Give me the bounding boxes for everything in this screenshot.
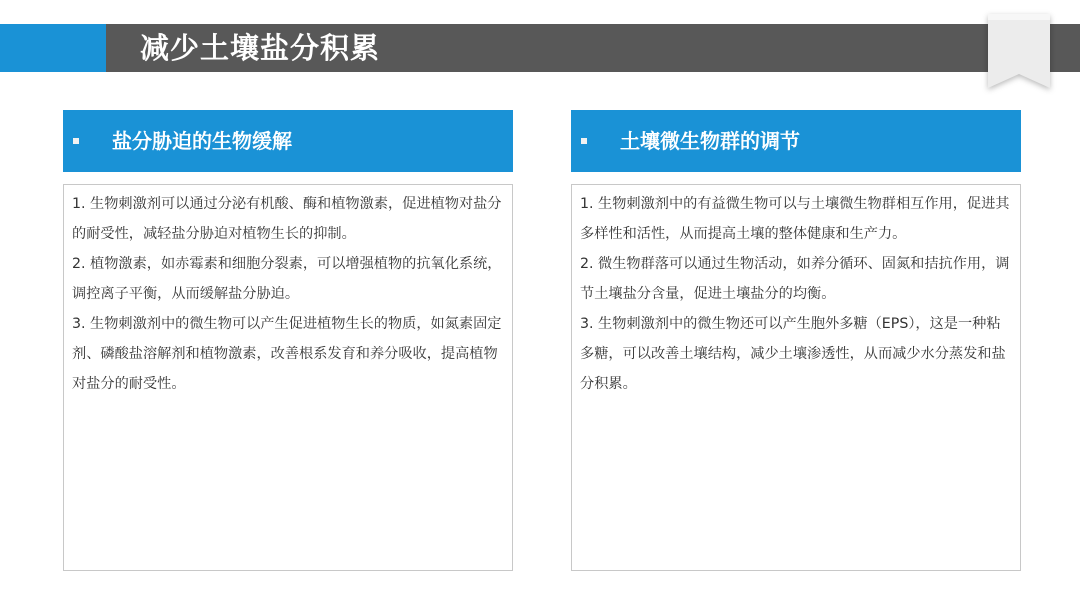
card-salt-stress-relief: [63, 110, 513, 570]
card-point: 2. 植物激素，如赤霉素和细胞分裂素，可以增强植物的抗氧化系统，调控离子平衡，从而缓解盐分胁迫。: [72, 256, 502, 302]
title-accent-bar: [0, 24, 106, 72]
bookmark-icon: [988, 14, 1050, 88]
square-bullet-icon: [581, 138, 587, 144]
card-soil-microbiome-regulation: [571, 110, 1021, 570]
slide-title: 减少土壤盐分积累: [140, 31, 381, 65]
card-point: 1. 生物刺激剂可以通过分泌有机酸、酶和植物激素，促进植物对盐分的耐受性，减轻盐分胁迫对植物生长的抑制。: [72, 196, 502, 242]
card-point: 2. 微生物群落可以通过生物活动，如养分循环、固氮和拮抗作用，调节土壤盐分含量，促进土壤盐分的均衡。: [580, 256, 1010, 302]
card-point: 3. 生物刺激剂中的微生物还可以产生胞外多糖（EPS），这是一种粘多糖，可以改善土壤结构，减少土壤渗透性，从而减少水分蒸发和盐分积累。: [580, 316, 1006, 392]
card-header: [63, 110, 513, 172]
card-text: [580, 189, 1012, 399]
card-body: [571, 184, 1021, 571]
card-heading: 盐分胁迫的生物缓解: [112, 129, 292, 153]
card-header: [571, 110, 1021, 172]
card-point: 1. 生物刺激剂中的有益微生物可以与土壤微生物群相互作用，促进其多样性和活性，从而提高土壤的整体健康和生产力。: [580, 196, 1010, 242]
square-bullet-icon: [73, 138, 79, 144]
card-body: [63, 184, 513, 571]
card-text: [72, 189, 504, 399]
card-heading: 土壤微生物群的调节: [620, 129, 800, 153]
card-point: 3. 生物刺激剂中的微生物可以产生促进植物生长的物质，如氮素固定剂、磷酸盐溶解剂和植物激素，改善根系发育和养分吸收，提高植物对盐分的耐受性。: [72, 316, 502, 392]
